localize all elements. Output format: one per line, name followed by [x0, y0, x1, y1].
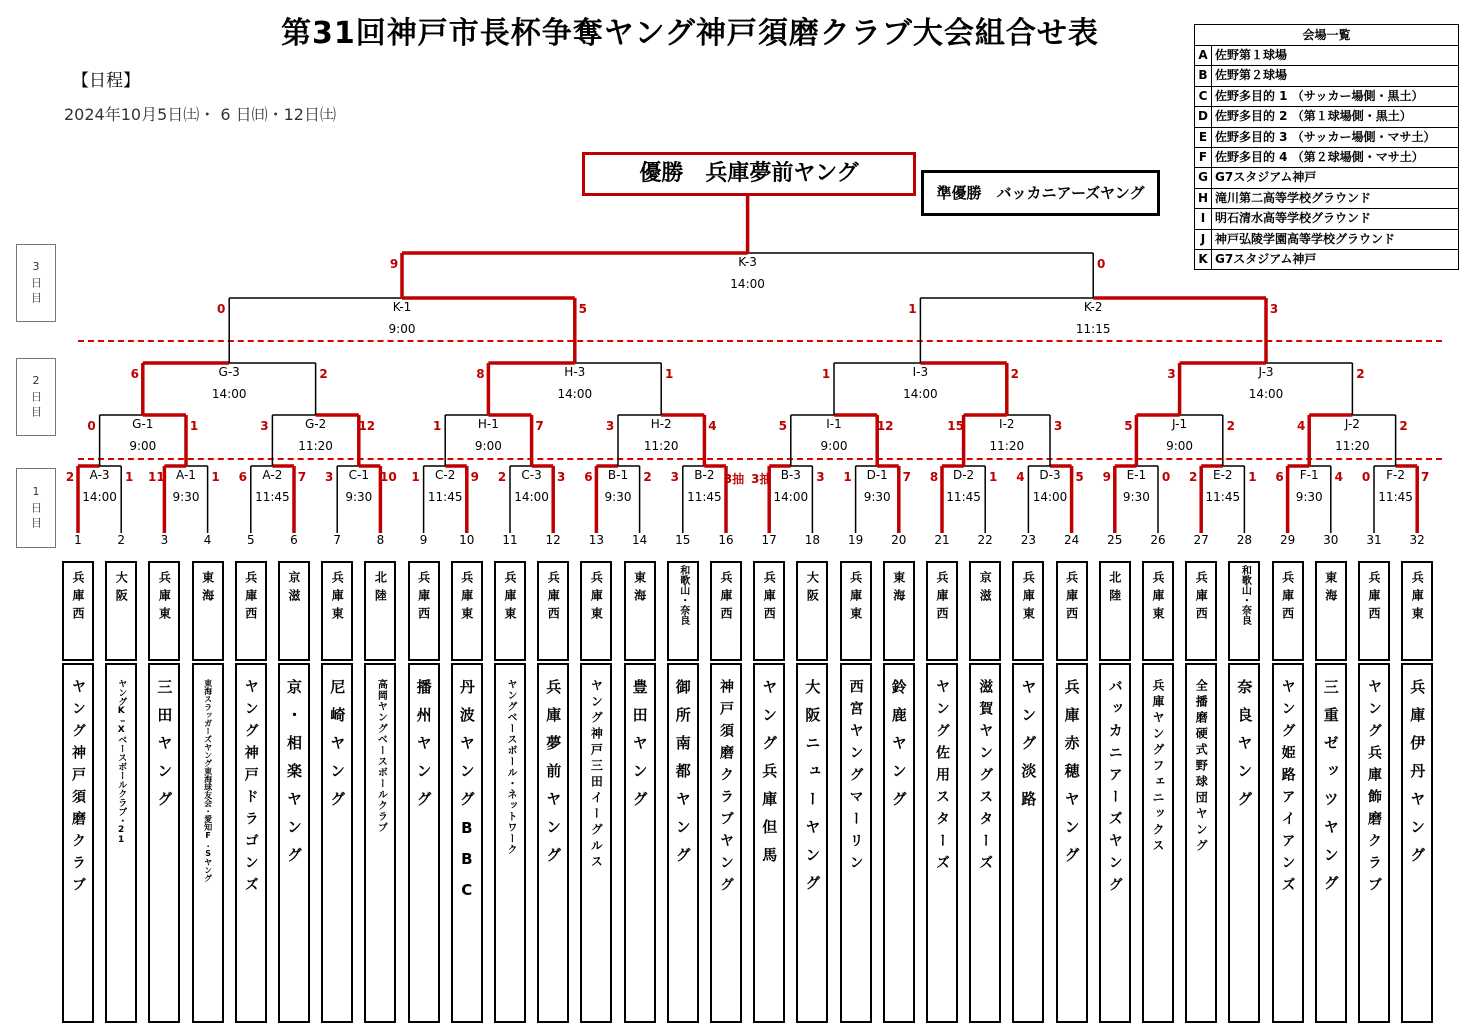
score-left: 15	[947, 419, 964, 433]
venue-name: G7スタジアム神戸	[1215, 251, 1317, 266]
score-right: 9	[470, 470, 479, 484]
match-time: 14:00	[903, 387, 938, 401]
venue-name: 佐野多目的 4 （第２球場側・マサ土）	[1215, 149, 1424, 164]
team-region: 兵庫東	[321, 561, 353, 661]
team-number: 20	[891, 533, 907, 547]
team-region: 和歌山・奈良	[667, 561, 699, 661]
score-right: 1	[665, 367, 674, 381]
team-name: ヤングKｰXベースボールクラブ・21	[105, 663, 137, 1023]
team-region: 大阪	[796, 561, 828, 661]
match-time: 11:20	[989, 439, 1025, 453]
team-number: 25	[1107, 533, 1123, 547]
match-id: B-1	[607, 468, 629, 482]
venue-key: H	[1195, 189, 1212, 208]
match-id: I-3	[912, 365, 929, 379]
match-time: 11:45	[946, 490, 981, 504]
day-label-3: 3日目	[16, 244, 56, 322]
team-number: 6	[290, 533, 298, 547]
schedule-dates: 2024年10月5日㈯・ 6 日㈰・12日㈯	[64, 105, 336, 124]
match-time: 14:00	[557, 387, 593, 401]
team-region: 東海	[1315, 561, 1347, 661]
team-name: ヤングベースボール・ネットワーク	[494, 663, 526, 1023]
team-name: 三重ゼッツヤング	[1315, 663, 1347, 1023]
venue-name: 佐野第２球場	[1215, 68, 1288, 83]
match-time: 9:00	[129, 439, 157, 453]
match-time: 9:00	[820, 439, 848, 453]
match-id: F-2	[1386, 468, 1406, 482]
score-right: 4	[708, 419, 717, 433]
score-left: 1	[411, 470, 420, 484]
score-left: 3	[670, 470, 679, 484]
score-left: 8	[929, 470, 939, 484]
team-name: 御所南都ヤング	[667, 663, 699, 1023]
venue-name: 佐野多目的 1 （サッカー場側・黒土）	[1215, 88, 1424, 103]
venue-key: B	[1195, 66, 1212, 85]
team-number: 22	[977, 533, 993, 547]
score-left: 2	[65, 470, 75, 484]
team-region: 和歌山・奈良	[1228, 561, 1260, 661]
match-time: 9:30	[345, 490, 373, 504]
team-region: 兵庫西	[1185, 561, 1217, 661]
match-time: 11:45	[1205, 490, 1241, 504]
score-right: 5	[1075, 470, 1084, 484]
match-time: 11:20	[1335, 439, 1370, 453]
match-time: 14:00	[1032, 490, 1068, 504]
match-id: E-1	[1126, 468, 1147, 482]
match-id: I-2	[999, 417, 1015, 431]
team-name: 東海スラッガーズヤング東海球友会・愛知F.Sヤング	[192, 663, 224, 1023]
score-right: 1	[211, 470, 220, 484]
team-region: 兵庫西	[1056, 561, 1088, 661]
team-region: 東海	[192, 561, 224, 661]
score-right: 7	[535, 419, 544, 433]
match-time: 9:00	[388, 322, 416, 336]
team-name: 尼崎ヤング	[321, 663, 353, 1023]
team-name: 鈴鹿ヤング	[883, 663, 915, 1023]
match-time: 9:30	[172, 490, 200, 504]
match-id: E-2	[1213, 468, 1233, 482]
match-id: A-1	[176, 468, 196, 482]
score-left: 3抽	[751, 472, 772, 486]
team-name: 西宮ヤングマーリン	[840, 663, 872, 1023]
match-id: J-3	[1258, 365, 1274, 379]
team-region: 兵庫西	[537, 561, 569, 661]
score-left: 2	[497, 470, 507, 484]
team-number: 28	[1236, 533, 1253, 547]
champion-box: 優勝 兵庫夢前ヤング	[582, 152, 916, 196]
venue-name: 佐野多目的 2 （第１球場側・黒土）	[1215, 109, 1412, 124]
team-name: ヤング佐用スターズ	[926, 663, 958, 1023]
team-name: 奈良ヤング	[1228, 663, 1260, 1023]
score-left: 6	[1275, 470, 1284, 484]
venue-key: C	[1195, 87, 1212, 106]
venue-key: J	[1195, 230, 1212, 249]
match-id: D-3	[1039, 468, 1061, 482]
team-name: 兵庫伊丹ヤング	[1401, 663, 1433, 1023]
team-number: 21	[934, 533, 950, 547]
team-region: 兵庫西	[753, 561, 785, 661]
team-name: 豊田ヤング	[624, 663, 656, 1023]
match-time: 11:45	[687, 490, 722, 504]
team-region: 大阪	[105, 561, 137, 661]
schedule-heading: 【日程】	[72, 71, 140, 91]
team-name: 神戸須磨クラブヤング	[710, 663, 742, 1023]
team-number: 24	[1063, 533, 1080, 547]
match-time: 9:30	[1122, 490, 1150, 504]
team-number: 1	[74, 533, 82, 547]
score-left: 9	[389, 257, 399, 271]
match-time: 9:30	[604, 490, 632, 504]
match-id: G-3	[218, 365, 240, 379]
team-name: 全播磨硬式野球団ヤング	[1185, 663, 1217, 1023]
venue-name: 佐野第１球場	[1215, 48, 1288, 62]
score-right: 2	[1399, 419, 1408, 433]
match-time: 14:00	[514, 490, 549, 504]
score-right: 12	[358, 419, 376, 433]
team-region: 京滋	[969, 561, 1001, 661]
team-region: 兵庫西	[1358, 561, 1390, 661]
team-number: 11	[502, 533, 518, 547]
team-name: ヤング兵庫飾磨クラブ	[1358, 663, 1390, 1023]
score-right: 3抽	[723, 472, 745, 486]
team-number: 19	[847, 533, 864, 547]
match-id: C-1	[348, 468, 369, 482]
score-right: 1	[189, 419, 199, 433]
match-time: 11:45	[427, 490, 463, 504]
team-region: 東海	[624, 561, 656, 661]
score-right: 3	[816, 470, 825, 484]
score-right: 2	[1226, 419, 1235, 433]
team-name: 丹波ヤングBBC	[451, 663, 483, 1023]
day-label-2: 2日目	[16, 358, 56, 436]
score-right: 2	[1356, 367, 1365, 381]
score-left: 4	[1016, 470, 1025, 484]
match-id: D-2	[952, 468, 975, 482]
venue-key: D	[1195, 107, 1212, 126]
score-left: 1	[821, 367, 831, 381]
team-region: 兵庫東	[494, 561, 526, 661]
team-region: 京滋	[278, 561, 310, 661]
team-name: ヤング神戸須磨クラブ	[62, 663, 94, 1023]
team-number: 8	[376, 533, 385, 547]
score-left: 6	[584, 470, 593, 484]
venue-name: G7スタジアム神戸	[1215, 170, 1317, 185]
team-number: 31	[1366, 533, 1382, 547]
match-id: B-2	[694, 468, 715, 482]
score-left: 4	[1297, 419, 1306, 433]
match-id: A-3	[89, 468, 110, 482]
match-time: 11:45	[1378, 490, 1413, 504]
match-id: H-1	[477, 417, 499, 431]
match-id: I-1	[826, 417, 842, 431]
match-time: 14:00	[1248, 387, 1284, 401]
score-right: 0	[1097, 257, 1106, 271]
team-region: 兵庫東	[148, 561, 180, 661]
page-title: 第31回神戸市長杯争奪ヤング神戸須磨クラブ大会組合せ表	[281, 16, 1099, 51]
score-right: 2	[1010, 367, 1019, 381]
score-left: 3	[605, 419, 615, 433]
team-name: 兵庫赤穂ヤング	[1056, 663, 1088, 1023]
match-time: 9:00	[1166, 439, 1194, 453]
score-right: 1	[989, 470, 998, 484]
team-name: 播州ヤング	[408, 663, 440, 1023]
team-number: 5	[246, 533, 255, 547]
runner-up-box: 準優勝 バッカニアーズヤング	[921, 170, 1160, 216]
day-label-1: 1日目	[16, 468, 56, 548]
match-id: J-1	[1172, 417, 1188, 431]
team-region: 兵庫西	[235, 561, 267, 661]
team-number: 2	[117, 533, 125, 547]
team-number: 12	[545, 533, 561, 547]
score-right: 1	[1248, 470, 1257, 484]
score-left: 3	[1167, 367, 1176, 381]
team-name: ヤング神戸ドラゴンズ	[235, 663, 267, 1023]
match-time: 9:30	[1295, 490, 1323, 504]
venue-key: K	[1195, 250, 1212, 269]
team-number: 7	[333, 533, 341, 547]
team-name: バッカニアーズヤング	[1099, 663, 1131, 1023]
match-time: 14:00	[773, 490, 809, 504]
score-left: 0	[217, 302, 226, 316]
score-left: 1	[908, 302, 917, 316]
match-id: G-2	[304, 417, 327, 431]
match-id: F-1	[1299, 468, 1319, 482]
match-id: H-2	[650, 417, 672, 431]
score-right: 3	[1053, 419, 1063, 433]
score-right: 3	[1269, 302, 1279, 316]
score-right: 7	[902, 470, 911, 484]
team-name: ヤング淡路	[1012, 663, 1044, 1023]
score-right: 7	[1421, 470, 1430, 484]
score-right: 2	[643, 470, 652, 484]
match-time: 9:00	[474, 439, 502, 453]
match-id: C-2	[435, 468, 456, 482]
match-id: D-1	[866, 468, 888, 482]
match-time: 14:00	[82, 490, 117, 504]
match-id: A-2	[262, 468, 283, 482]
team-name: 大阪ニューヤング	[796, 663, 828, 1023]
venue-key: A	[1195, 46, 1212, 65]
score-left: 5	[1124, 419, 1133, 433]
venue-name: 佐野多目的 3 （サッカー場側・マサ土）	[1215, 129, 1436, 144]
team-number: 10	[459, 533, 475, 547]
team-name: 兵庫ヤングフェニックス	[1142, 663, 1174, 1023]
match-id: C-3	[521, 468, 542, 482]
score-left: 6	[238, 470, 247, 484]
team-number: 17	[761, 533, 777, 547]
score-left: 1	[843, 470, 852, 484]
score-left: 2	[1189, 470, 1198, 484]
team-number: 13	[588, 533, 605, 547]
score-right: 1	[125, 470, 134, 484]
score-left: 9	[1102, 470, 1111, 484]
team-number: 29	[1279, 533, 1296, 547]
team-number: 15	[675, 533, 691, 547]
score-left: 11	[148, 470, 165, 484]
score-right: 5	[578, 302, 587, 316]
match-time: 11:20	[298, 439, 333, 453]
team-region: 兵庫西	[710, 561, 742, 661]
team-number: 23	[1020, 533, 1037, 547]
team-region: 兵庫東	[1142, 561, 1174, 661]
team-number: 26	[1150, 533, 1166, 547]
venue-key: I	[1195, 209, 1212, 228]
match-time: 9:30	[863, 490, 891, 504]
team-name: ヤング神戸三田イーグルス	[580, 663, 612, 1023]
team-region: 兵庫西	[62, 561, 94, 661]
team-region: 北陸	[364, 561, 396, 661]
score-left: 0	[87, 419, 96, 433]
venue-table-heading: 会場一覧	[1195, 25, 1458, 46]
score-left: 1	[433, 419, 442, 433]
score-right: 7	[297, 470, 307, 484]
team-name: 兵庫夢前ヤング	[537, 663, 569, 1023]
venue-key: F	[1195, 148, 1212, 167]
match-id: K-1	[392, 300, 412, 314]
venue-name: 滝川第二高等学校グラウンド	[1215, 190, 1372, 205]
team-number: 3	[160, 533, 169, 547]
match-id: K-2	[1083, 300, 1103, 314]
match-id: G-1	[132, 417, 154, 431]
venue-key: G	[1195, 168, 1212, 187]
team-name: 滋賀ヤングスターズ	[969, 663, 1001, 1023]
team-region: 兵庫東	[1401, 561, 1433, 661]
team-number: 27	[1193, 533, 1209, 547]
team-name: 高岡ヤングベースボールクラブ	[364, 663, 396, 1023]
team-region: 兵庫東	[840, 561, 872, 661]
team-number: 32	[1409, 533, 1425, 547]
team-region: 兵庫西	[1272, 561, 1304, 661]
team-number: 4	[203, 533, 212, 547]
score-left: 3	[325, 470, 334, 484]
score-right: 3	[557, 470, 566, 484]
venue-key: E	[1195, 128, 1212, 147]
score-left: 0	[1361, 470, 1371, 484]
venue-name: 明石清水高等学校グラウンド	[1215, 211, 1372, 226]
team-region: 兵庫西	[408, 561, 440, 661]
team-name: ヤング姫路アイアンズ	[1272, 663, 1304, 1023]
team-number: 30	[1323, 533, 1339, 547]
team-number: 18	[804, 533, 821, 547]
score-right: 2	[319, 367, 328, 381]
score-left: 8	[476, 367, 485, 381]
score-right: 12	[876, 419, 894, 433]
team-name: ヤング兵庫但馬	[753, 663, 785, 1023]
score-right: 4	[1334, 470, 1343, 484]
match-id: K-3	[738, 255, 757, 269]
match-time: 11:15	[1075, 322, 1111, 336]
team-name: 三田ヤング	[148, 663, 180, 1023]
venue-name: 神戸弘陵学園高等学校グラウンド	[1215, 231, 1396, 246]
score-left: 3	[260, 419, 269, 433]
match-time: 14:00	[730, 277, 765, 291]
team-region: 兵庫西	[926, 561, 958, 661]
score-left: 5	[778, 419, 787, 433]
score-right: 10	[380, 470, 397, 484]
match-time: 11:20	[643, 439, 679, 453]
team-name: 京・相楽ヤング	[278, 663, 310, 1023]
team-region: 東海	[883, 561, 915, 661]
match-time: 11:45	[255, 490, 290, 504]
team-number: 9	[419, 533, 428, 547]
match-time: 14:00	[211, 387, 247, 401]
team-region: 兵庫東	[580, 561, 612, 661]
team-number: 14	[631, 533, 648, 547]
team-region: 兵庫東	[451, 561, 483, 661]
score-right: 0	[1161, 470, 1171, 484]
team-number: 16	[718, 533, 734, 547]
match-id: H-3	[564, 365, 586, 379]
team-region: 兵庫東	[1012, 561, 1044, 661]
score-left: 6	[130, 367, 139, 381]
team-region: 北陸	[1099, 561, 1131, 661]
match-id: B-3	[780, 468, 801, 482]
match-id: J-2	[1344, 417, 1360, 431]
